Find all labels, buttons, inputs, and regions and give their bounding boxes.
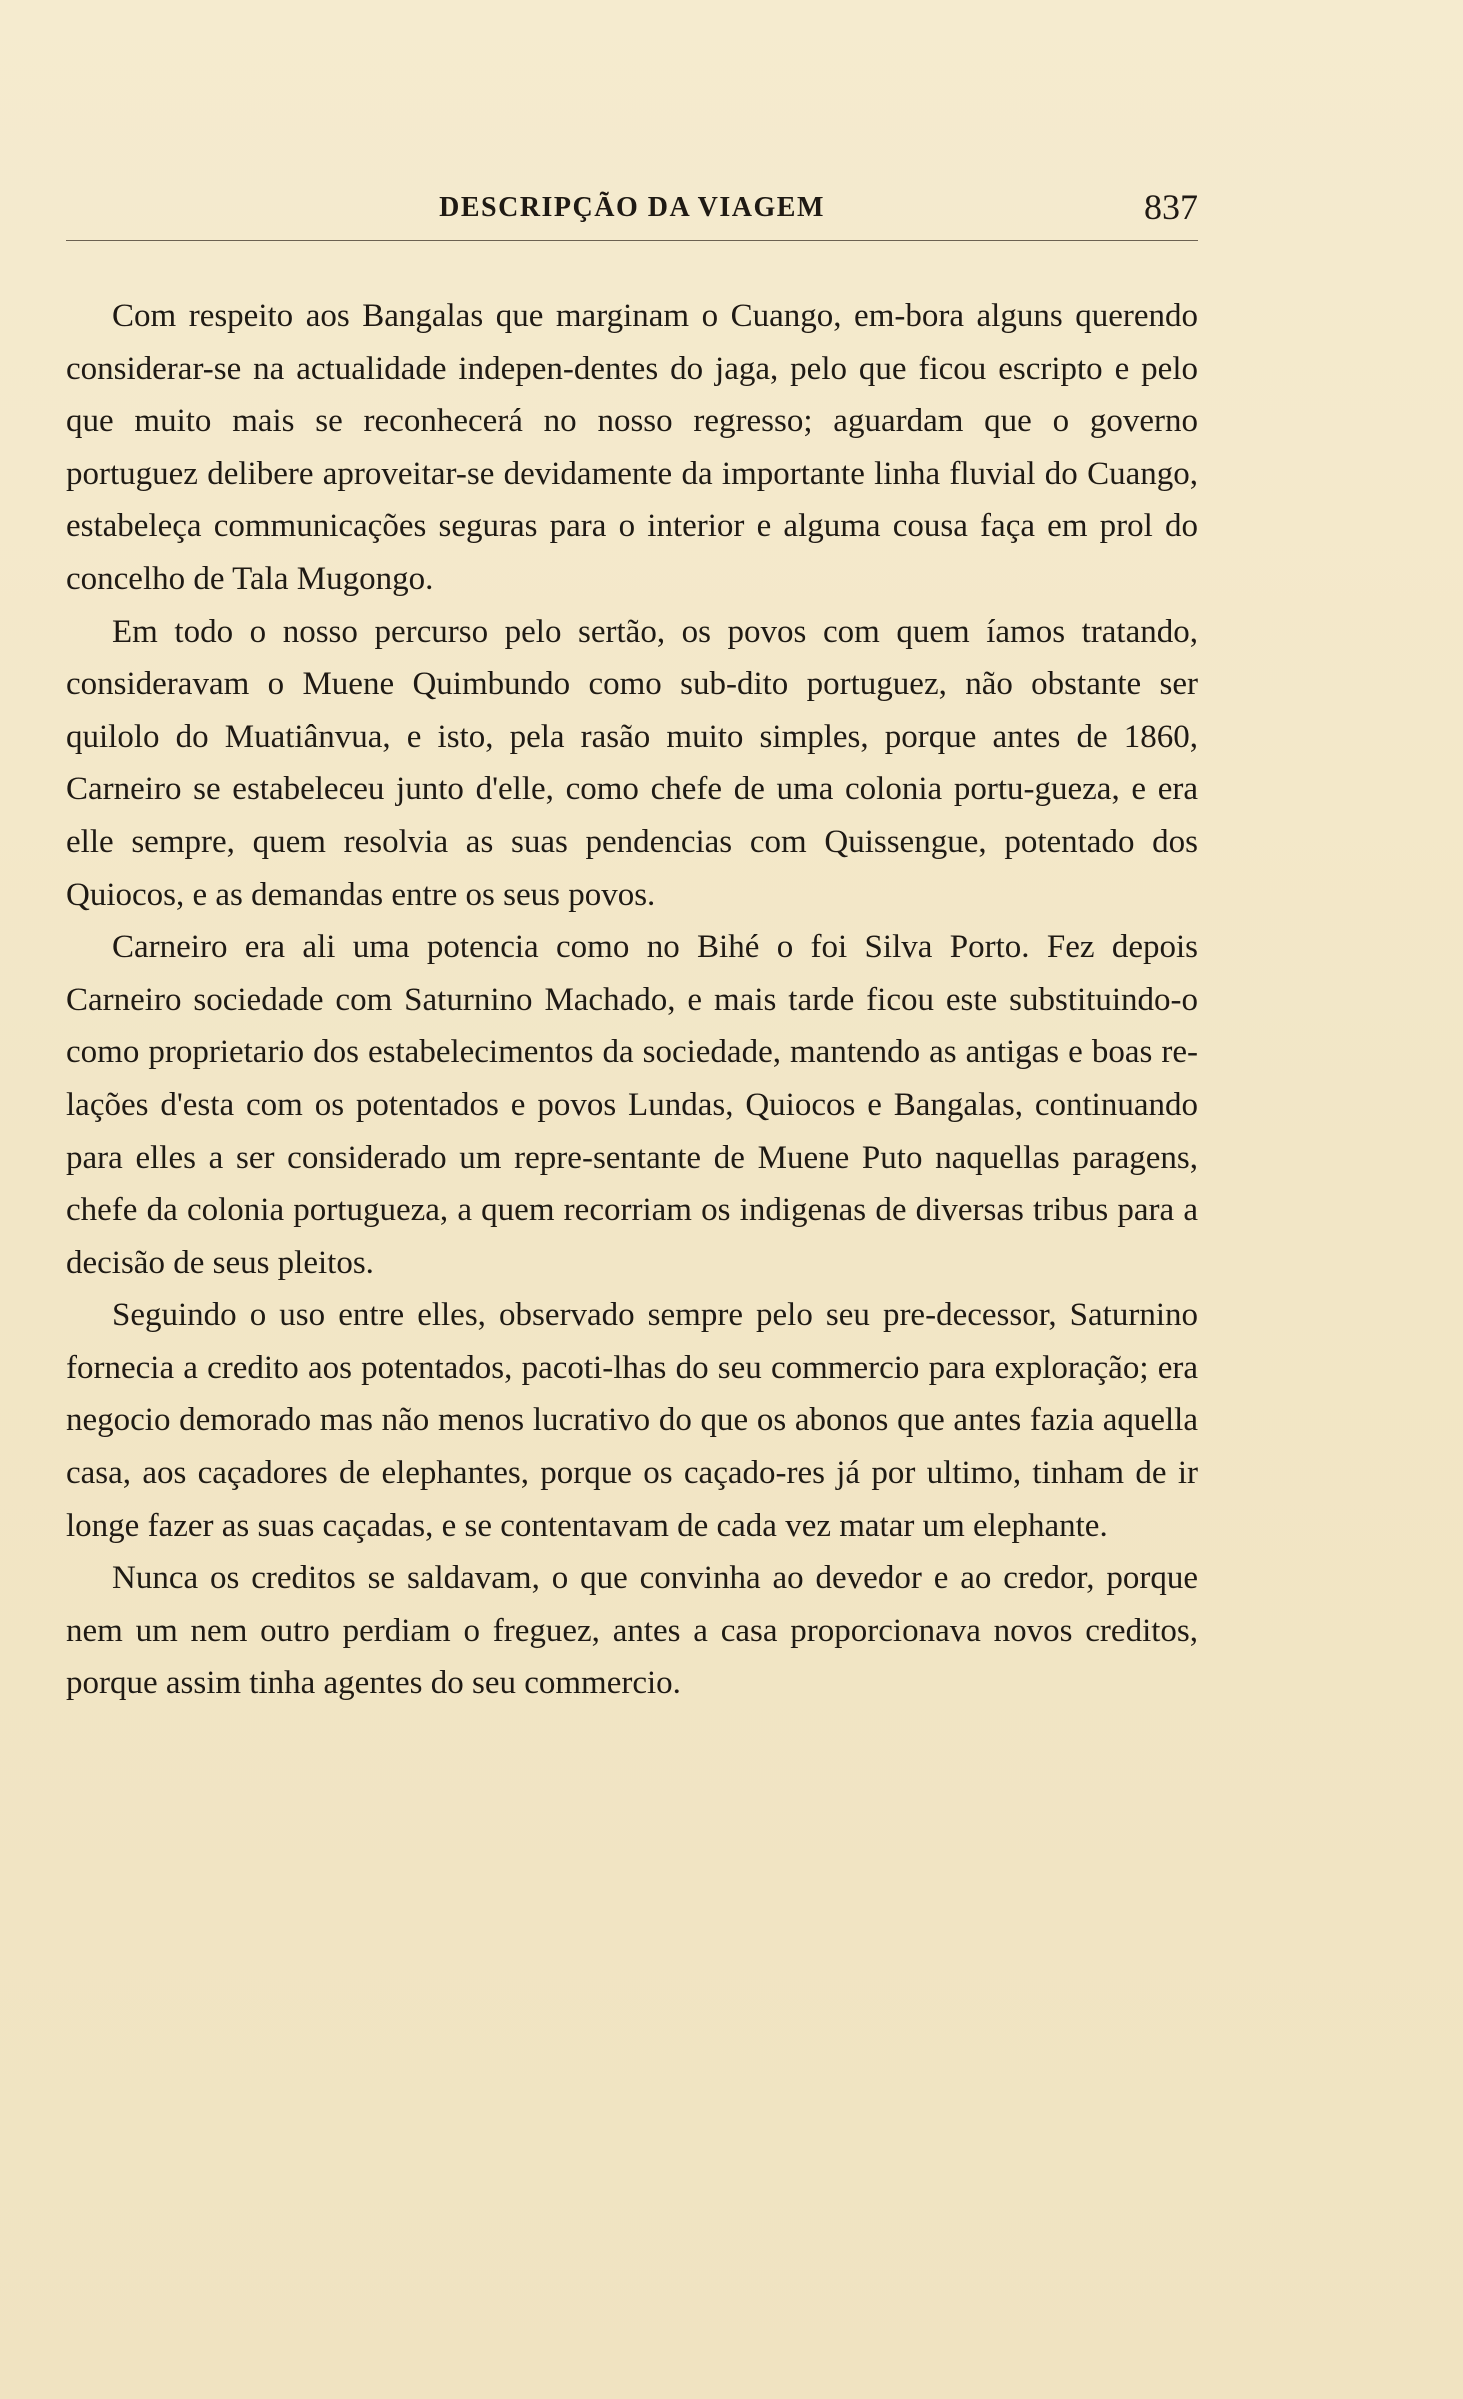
page-header [66, 178, 1198, 238]
paragraph-3: Carneiro era ali uma potencia como no Bihé o foi Silva Porto. Fez depois Carneiro sociedade com Saturnino Machado, e mais tarde ficou este substituindo-o como proprietario dos estabelecimentos da sociedade, mantendo as antigas e boas re-lações d'esta com os potentados e povos Lundas, Quiocos e Bangalas, continuando para elles a ser considerado um repre-sentante de Muene Puto naquellas paragens, chefe da colonia portugueza, a quem recorriam os indigenas de diversas tribus para a decisão de seus pleitos. [66, 929, 1198, 1281]
paragraph-4: Seguindo o uso entre elles, observado sempre pelo seu pre-decessor, Saturnino fornecia a credito aos potentados, pacoti-lhas do seu commercio para exploração; era negocio demorado mas não menos lucrativo do que os abonos que antes fazia aquella casa, aos caçadores de elephantes, porque os caçado-res já por ultimo, tinham de ir longe fazer as suas caçadas, e se contentavam de cada vez matar um elephante. [66, 1297, 1198, 1544]
body-text [66, 290, 1198, 1710]
page-number: 837 [1144, 187, 1198, 227]
paragraph-5: Nunca os creditos se saldavam, o que convinha ao devedor e ao credor, porque nem um nem outro perdiam o freguez, antes a casa proporcionava novos creditos, porque assim tinha agentes do seu commercio. [66, 1560, 1198, 1702]
header-rule [66, 240, 1198, 241]
running-title: DESCRIPÇÃO DA VIAGEM [439, 192, 825, 223]
paragraph-2: Em todo o nosso percurso pelo sertão, os povos com quem íamos tratando, consideravam o Muene Quimbundo como sub-dito portuguez, não obstante ser quilolo do Muatiânvua, e isto, pela rasão muito simples, porque antes de 1860, Carneiro se estabeleceu junto d'elle, como chefe de uma colonia portu-gueza, e era elle sempre, quem resolvia as suas pendencias com Quissengue, potentado dos Quiocos, e as demandas entre os seus povos. [66, 613, 1198, 913]
paragraph-1: Com respeito aos Bangalas que marginam o Cuango, em-bora alguns querendo considerar-se na actualidade indepen-dentes do jaga, pelo que ficou escripto e pelo que muito mais se reconhecerá no nosso regresso; aguardam que o governo portuguez delibere aproveitar-se devidamente da importante linha fluvial do Cuango, estabeleça communicações seguras para o interior e alguma cousa faça em prol do concelho de Tala Mugongo. [66, 298, 1198, 597]
